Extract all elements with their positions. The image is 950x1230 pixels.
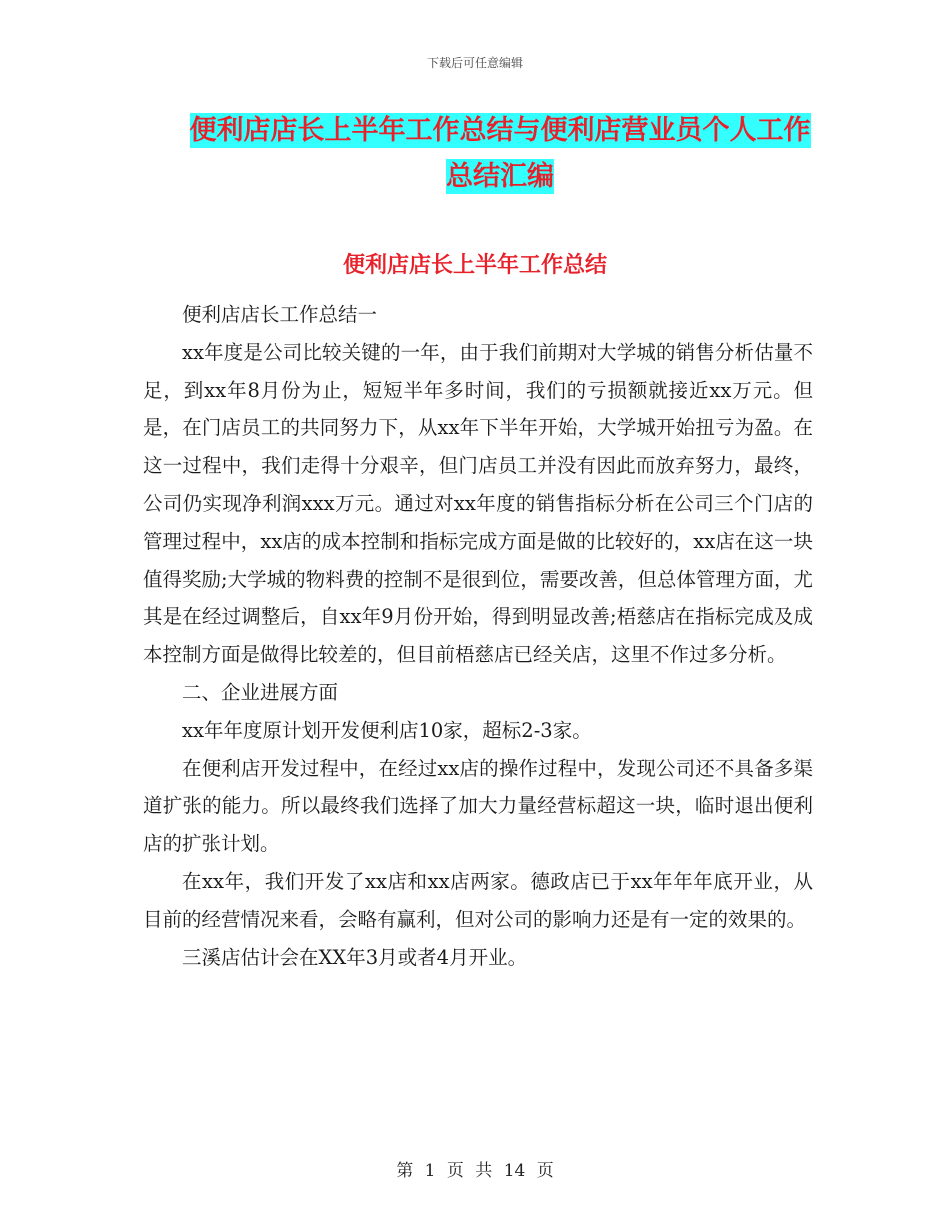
document-title-line-2: 总结汇编 [446,161,554,192]
paragraph: 在便利店开发过程中，在经过xx店的操作过程中，发现公司还不具备多渠道扩张的能力。所以最终我们选择了加大力量经营标超这一块，临时退出便利店的扩张计划。 [143,756,813,856]
section-title: 便利店店长上半年工作总结 [342,253,607,278]
document-body [143,296,813,976]
paragraph: xx年度是公司比较关键的一年，由于我们前期对大学城的销售分析估量不足，到xx年8月份为止，短短半年多时间，我们的亏损额就接近xx万元。但是，在门店员工的共同努力下，从xx年下半年开始，大学城开始扭亏为盈。在这一过程中，我们走得十分艰辛，但门店员工并没有因此而放弃努力，最终，公司仍实现净利润xxx万元。通过对xx年度的销售指标分析在公司三个门店的管理过程中，xx店的成本控制和指标完成方面是做的比较好的，xx店在这一块值得奖励;大学城的物料费的控制不是很到位，需要改善，但总体管理方面，尤其是在经过调整后，自xx年9月份开始，得到明显改善;梧慈店在指标完成及成本控制方面是做得比较差的，但目前梧慈店已经关店，这里不作过多分析。 [143,340,813,667]
header-note: 下载后可任意编辑 [426,56,523,70]
document-title-line-1: 便利店店长上半年工作总结与便利店营业员个人工作 [189,115,811,146]
page-number: 第 1 页 共 14 页 [396,1161,554,1181]
paragraph: 便利店店长工作总结一 [182,303,378,326]
paragraph: 三溪店估计会在XX年3月或者4月开业。 [182,945,528,969]
paragraph: xx年年度原计划开发便利店10家，超标2-3家。 [182,718,592,742]
paragraph: 在xx年，我们开发了xx店和xx店两家。德政店已于xx年年年底开业，从目前的经营情况来看，会略有赢利，但对公司的影响力还是有一定的效果的。 [143,869,813,931]
document-title [150,108,850,200]
paragraph: 二、企业进展方面 [182,680,339,704]
